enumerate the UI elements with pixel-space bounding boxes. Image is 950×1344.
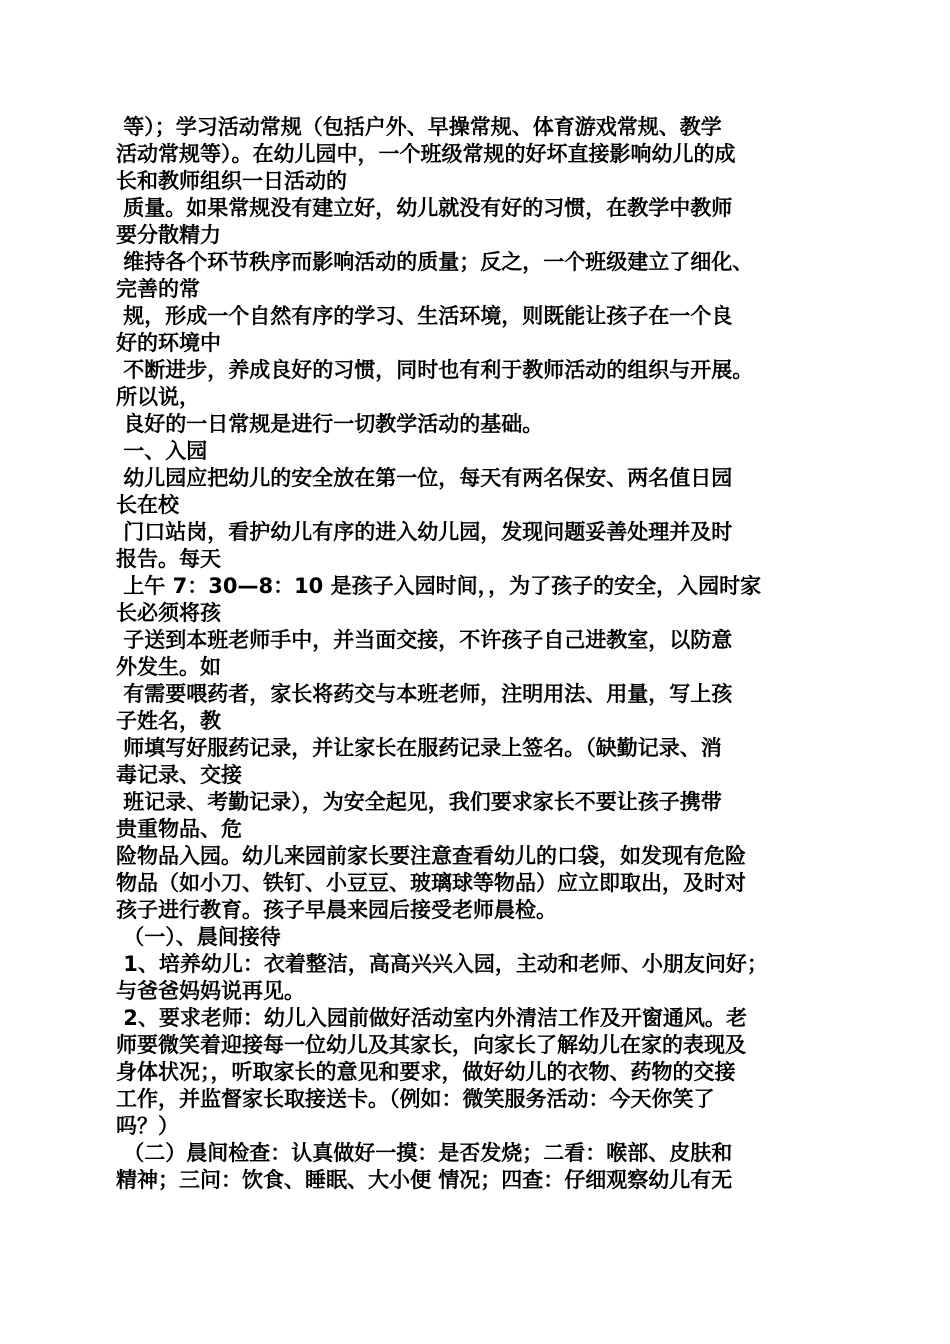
text-line: 活动常规等）。在幼儿园中，一个班级常规的好坏直接影响幼儿的成 (116, 142, 736, 166)
text-line: 子送到本班老师手中，并当面交接，不许孩子自己进教室，以防意 (116, 628, 733, 652)
text-line: 师填写好服药记录，并让家长在服药记录上签名。（缺勤记录、消 (116, 736, 722, 760)
text-line: 2、要求老师：幼儿入园前做好活动室内外清洁工作及开窗通风。老 (116, 1006, 747, 1030)
text-line: 一、入园 (116, 439, 208, 463)
text-line: 所以说， (116, 385, 200, 409)
text-line: 上午 7：30—8：10 是孩子入园时间，，为了孩子的安全，入园时家 (116, 574, 762, 598)
text-line: 班记录、考勤记录），为安全起见，我们要求家长不要让孩子携带 (116, 790, 722, 814)
text-line: （二）晨间检查：认真做好一摸：是否发烧；二看：喉部、皮肤和 (116, 1141, 733, 1165)
text-line: 质量。如果常规没有建立好，幼儿就没有好的习惯，在教学中教师 (116, 196, 733, 220)
text-line: 长必须将孩 (116, 601, 221, 625)
text-line: 有需要喂药者，家长将药交与本班老师，注明用法、用量，写上孩 (116, 682, 733, 706)
text-line: 毒记录、交接 (116, 763, 242, 787)
text-line: 物品（如小刀、铁钉、小豆豆、玻璃球等物品）应立即取出，及时对 (116, 871, 746, 895)
text-line: 师要微笑着迎接每一位幼儿及其家长，向家长了解幼儿在家的表现及 (116, 1033, 746, 1057)
text-line: 完善的常 (116, 277, 200, 301)
text-line: 精神；三问：饮食、睡眠、大小便 情况；四查：仔细观察幼儿有无 (116, 1168, 733, 1192)
body-text (116, 114, 846, 1194)
text-line: 身体状况；，听取家长的意见和要求，做好幼儿的衣物、药物的交接 (116, 1060, 736, 1084)
text-line: 吗？） (116, 1114, 179, 1138)
text-line: 等）；学习活动常规（包括户外、早操常规、体育游戏常规、教学 (116, 115, 722, 139)
text-line: （一）、晨间接待 (116, 925, 281, 949)
text-line: 好的环境中 (116, 331, 221, 355)
text-line: 门口站岗，看护幼儿有序的进入幼儿园，发现问题妥善处理并及时 (116, 520, 733, 544)
text-line: 规，形成一个自然有序的学习、生活环境，则既能让孩子在一个良 (116, 304, 733, 328)
text-line: 不断进步，养成良好的习惯，同时也有利于教师活动的组织与开展。 (116, 358, 754, 382)
text-line: 报告。每天 (116, 547, 221, 571)
text-line: 与爸爸妈妈说再见。 (116, 979, 305, 1003)
text-line: 长和教师组织一日活动的 (116, 169, 347, 193)
text-line: 子姓名，教 (116, 709, 221, 733)
text-line: 孩子进行教育。孩子早晨来园后接受老师晨检。 (116, 898, 557, 922)
text-line: 良好的一日常规是进行一切教学活动的基础。 (116, 412, 544, 436)
text-line: 幼儿园应把幼儿的安全放在第一位，每天有两名保安、两名值日园 (116, 466, 733, 490)
text-line: 长在校 (116, 493, 179, 517)
text-line: 险物品入园。幼儿来园前家长要注意查看幼儿的口袋，如发现有危险 (116, 844, 746, 868)
text-line: 1、培养幼儿：衣着整洁，高高兴兴入园，主动和老师、小朋友问好； (116, 952, 768, 976)
text-line: 维持各个环节秩序而影响活动的质量；反之，一个班级建立了细化、 (116, 250, 754, 274)
text-line: 要分散精力 (116, 223, 221, 247)
text-line: 贵重物品、危 (116, 817, 242, 841)
text-line: 工作，并监督家长取接送卡。（例如：微笑服务活动：今天你笑了 (116, 1087, 715, 1111)
text-line: 外发生。如 (116, 655, 221, 679)
